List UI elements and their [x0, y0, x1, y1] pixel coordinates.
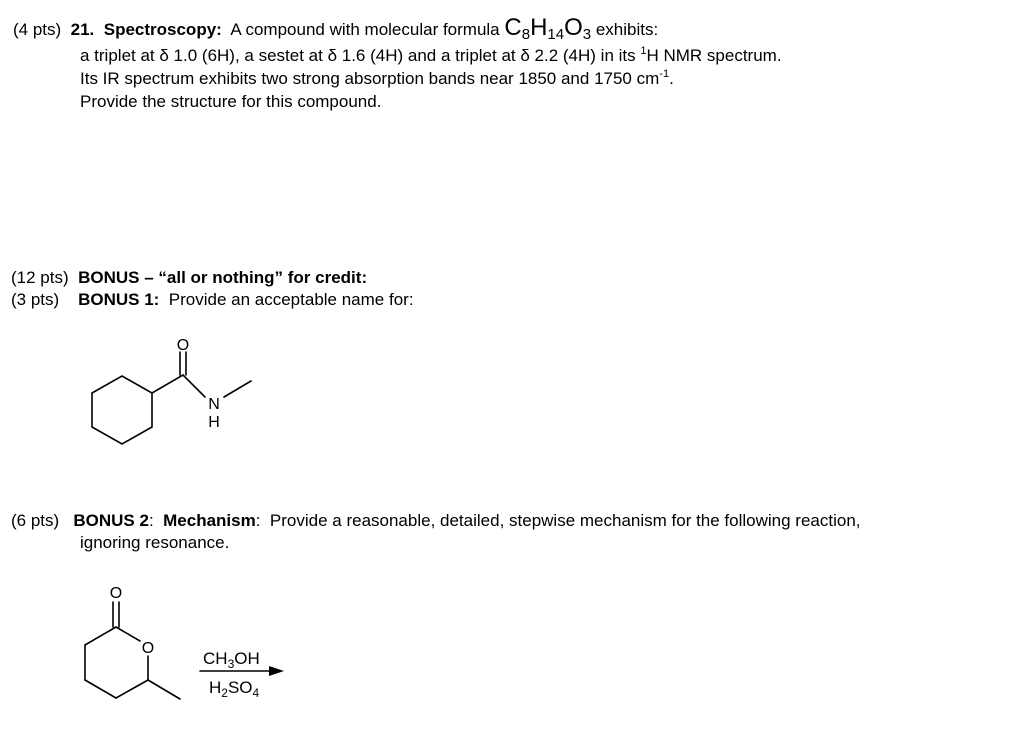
bonus2-line2: ignoring resonance. [80, 533, 230, 552]
amide-nitrogen-label: N [208, 396, 220, 413]
bonus1-text: Provide an acceptable name for: [168, 290, 414, 309]
bonus2-text: Provide a reasonable, detailed, stepwise mechanism for the following reaction, [269, 511, 861, 530]
bonus2-topic: Mechanism [163, 511, 256, 530]
q21-topic: Spectroscopy: [103, 20, 222, 39]
lactone-ring-oxygen-label: O [141, 640, 155, 657]
bonus2-points: (6 pts) [11, 511, 60, 530]
q21-points: (4 pts) [13, 20, 62, 39]
amide-oxygen-label: O [176, 337, 190, 354]
bonus-title: BONUS – “all or nothing” for credit: [78, 268, 368, 287]
q21-line2: a triplet at δ 1.0 (6H), a sestet at δ 1.6 (4H) and a triplet at δ 2.2 (4H) in its $^1$H NMR spectrum. [80, 45, 782, 65]
lactone-methyl-bond [148, 680, 180, 699]
q21-exhibits: exhibits: [595, 20, 659, 39]
lactone-bond-c1-c2 [85, 627, 116, 645]
bonus1-title: BONUS 1: [78, 290, 160, 309]
bonus2-title: BONUS 2 [73, 511, 149, 530]
lactone-bond-c3-c4 [85, 680, 116, 698]
q21-number: 21. [70, 20, 95, 39]
lactone-carbonyl-oxygen-label: O [109, 585, 123, 602]
reagent-sulfuric-acid: $H_2SO_4$ [209, 678, 260, 700]
molecular-formula: C8H14O3 [504, 14, 592, 43]
bonus-points: (12 pts) [11, 268, 69, 287]
bonus2-line1: (6 pts) BONUS 2: Mechanism: Provide a reasonable, detailed, stepwise mechanism for the following reaction, [11, 511, 861, 530]
q21-line3: Its IR spectrum exhibits two strong absorption bands near 1850 and 1750 $cm^{-1}$. [80, 68, 674, 88]
amide-hydrogen-label: H [208, 414, 220, 431]
lactone-bond-c4-c5 [116, 680, 148, 698]
reaction-arrow-head [269, 666, 284, 676]
reagent-methanol: $CH_3OH$ [203, 649, 260, 671]
q21-line4: Provide the structure for this compound. [80, 92, 382, 111]
bonus1-points: (3 pts) [11, 290, 60, 309]
q21-intro: A compound with molecular formula [230, 20, 500, 39]
lactone-bond-o-c1 [116, 627, 140, 641]
